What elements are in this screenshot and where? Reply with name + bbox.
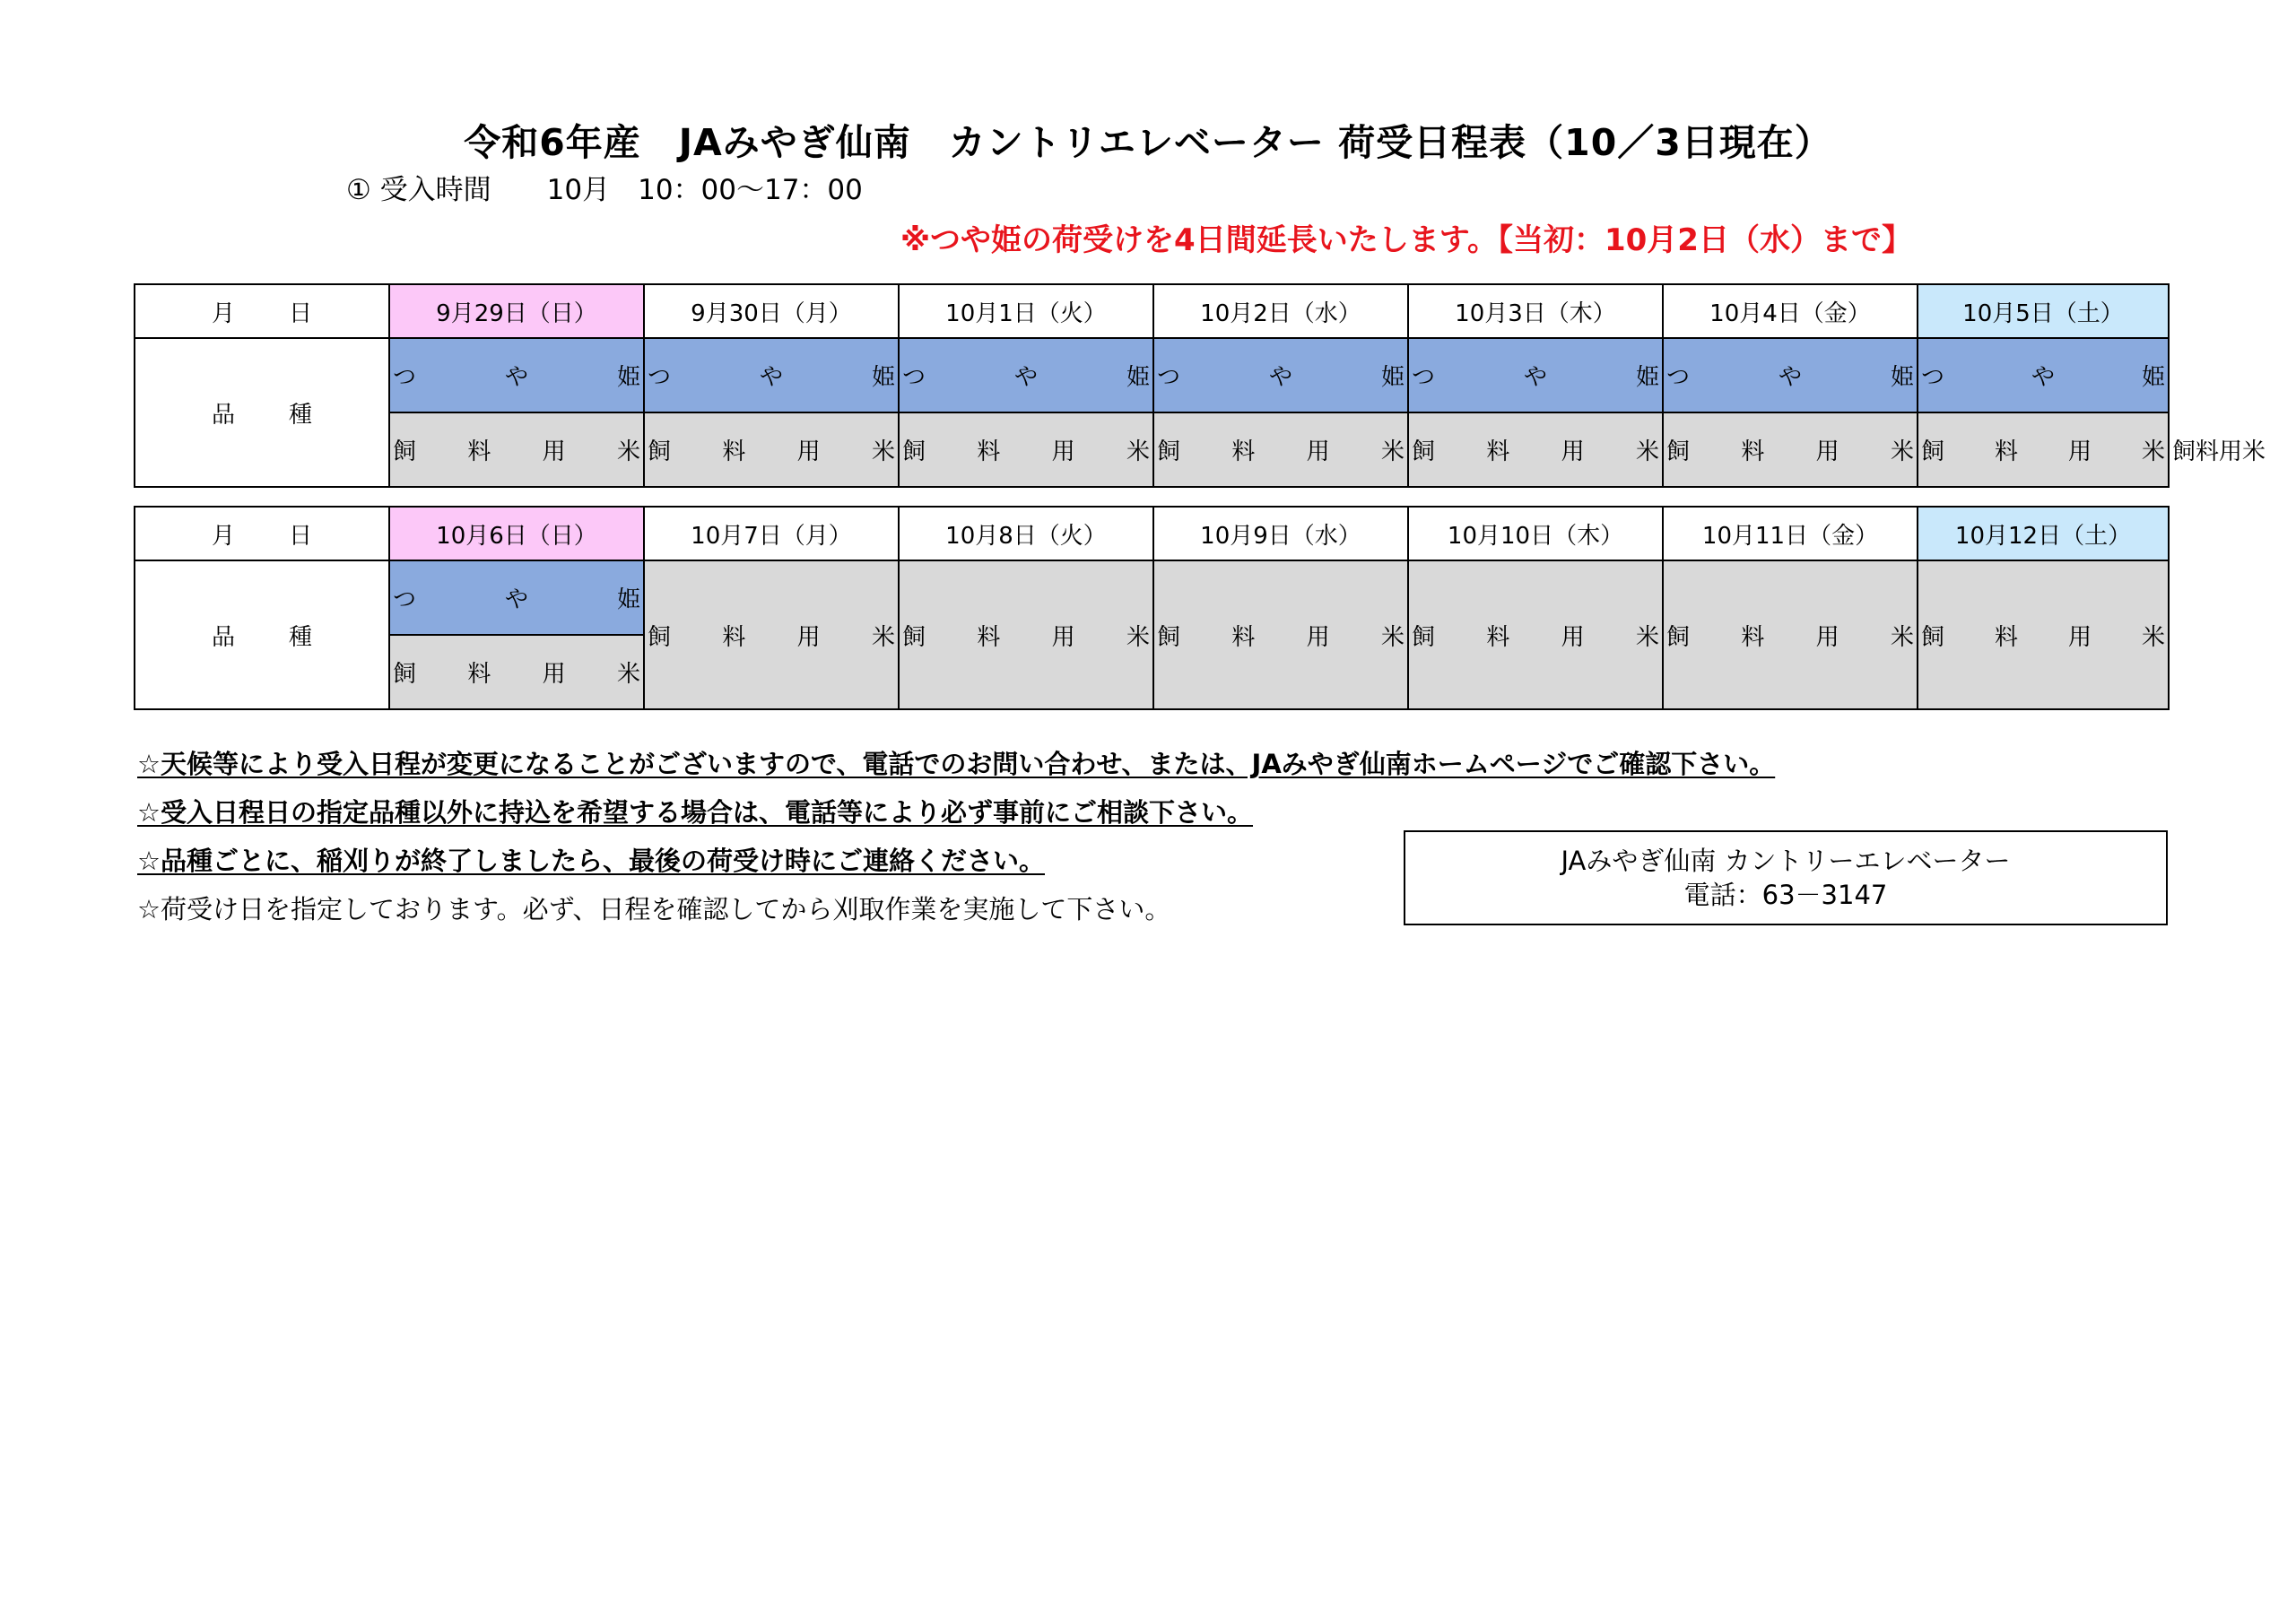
tsuyahime-cell: つ や 姫 [389,338,644,412]
date-cell: 10月5日（土） [1918,284,2169,338]
date-cell: 9月29日（日） [389,284,644,338]
feed-rice-cell: 飼 料 用 米 [1153,412,1408,487]
tsuyahime-cell: つ や 姫 [389,560,644,635]
contact-box [1404,830,2168,925]
tsuyahime-cell: つ や 姫 [1663,338,1918,412]
date-label: 月 日 [135,284,389,338]
date-row [135,507,2169,560]
tsuyahime-cell: つ や 姫 [899,338,1153,412]
variety-label: 品 種 [135,560,389,709]
variety-row-tsuyahime [135,338,2169,412]
date-cell: 10月4日（金） [1663,284,1918,338]
schedule-week-1 [134,283,2266,488]
note-other-varieties: ☆受入日程日の指定品種以外に持込を希望する場合は、電話等により必ず事前にご相談下さい。 [137,797,1254,828]
feed-rice-cell: 飼 料 用 米 [899,560,1153,709]
date-label: 月 日 [135,507,389,560]
feed-rice-cell: 飼 料 用 米 [1918,412,2169,487]
feed-rice-cell: 飼 料 用 米 [389,635,644,709]
variety-row-tsuyahime [135,560,2169,635]
feed-rice-cell: 飼 料 用 米 [644,560,899,709]
date-cell: 10月7日（月） [644,507,899,560]
date-cell: 10月10日（木） [1408,507,1663,560]
contact-name: JAみやぎ仙南 カントリーエレベーター [1561,846,2011,876]
note-weather: ☆天候等により受入日程が変更になることがございますので、電話でのお問い合わせ、または、JAみやぎ仙南ホームページでご確認下さい。 [137,749,1776,779]
page-title: 令和6年産 JAみやぎ仙南 カントリエレベーター 荷受日程表（10／3日現在） [464,121,1832,164]
extension-notice: ※つや姫の荷受けを4日間延長いたします。【当初：10月2日（水）まで】 [900,222,1912,258]
tsuyahime-cell: つ や 姫 [1918,338,2169,412]
feed-rice-cell: 飼 料 用 米 [1663,412,1918,487]
feed-rice-cell: 飼 料 用 米 [389,412,644,487]
contact-phone: 電話：63－3147 [1683,880,1888,910]
variety-row-feed-rice: 飼 料 用 米 飼 料 用 米 飼 料 用 米 飼 料 用 米 飼 料 用 米 飼 料 用 米 飼 料 用 米 飼 料 用 米 [135,412,2169,487]
date-cell: 10月6日（日） [389,507,644,560]
feed-rice-cell: 飼 料 用 米 [1408,412,1663,487]
date-cell: 10月1日（火） [899,284,1153,338]
feed-rice-cell: 飼 料 用 米 [644,412,899,487]
note-designated-days: ☆荷受け日を指定しております。必ず、日程を確認してから刈取作業を実施して下さい。 [137,894,1171,924]
date-cell: 10月8日（火） [899,507,1153,560]
tsuyahime-cell: つ や 姫 [1153,338,1408,412]
variety-label: 品 種 [135,338,389,487]
date-cell: 10月12日（土） [1918,507,2169,560]
feed-rice-cell: 飼 料 用 米 [1153,560,1408,709]
date-cell: 10月2日（水） [1153,284,1408,338]
feed-rice-cell: 飼 料 用 米 [1408,560,1663,709]
date-cell: 10月11日（金） [1663,507,1918,560]
intake-hours: ① 受入時間 10月 10：00～17：00 [346,174,863,206]
feed-rice-cell: 飼 料 用 米 [1663,560,1918,709]
date-row [135,284,2169,338]
note-harvest-finished: ☆品種ごとに、稲刈りが終了しましたら、最後の荷受け時にご連絡ください。 [137,846,1045,876]
tsuyahime-cell: つ や 姫 [1408,338,1663,412]
date-cell: 10月3日（木） [1408,284,1663,338]
date-cell: 9月30日（月） [644,284,899,338]
feed-rice-cell: 飼 料 用 米 [1918,560,2169,709]
feed-rice-cell: 飼 料 用 米 [899,412,1153,487]
tsuyahime-cell: つ や 姫 [644,338,899,412]
date-cell: 10月9日（水） [1153,507,1408,560]
schedule-week-2 [134,506,2170,710]
